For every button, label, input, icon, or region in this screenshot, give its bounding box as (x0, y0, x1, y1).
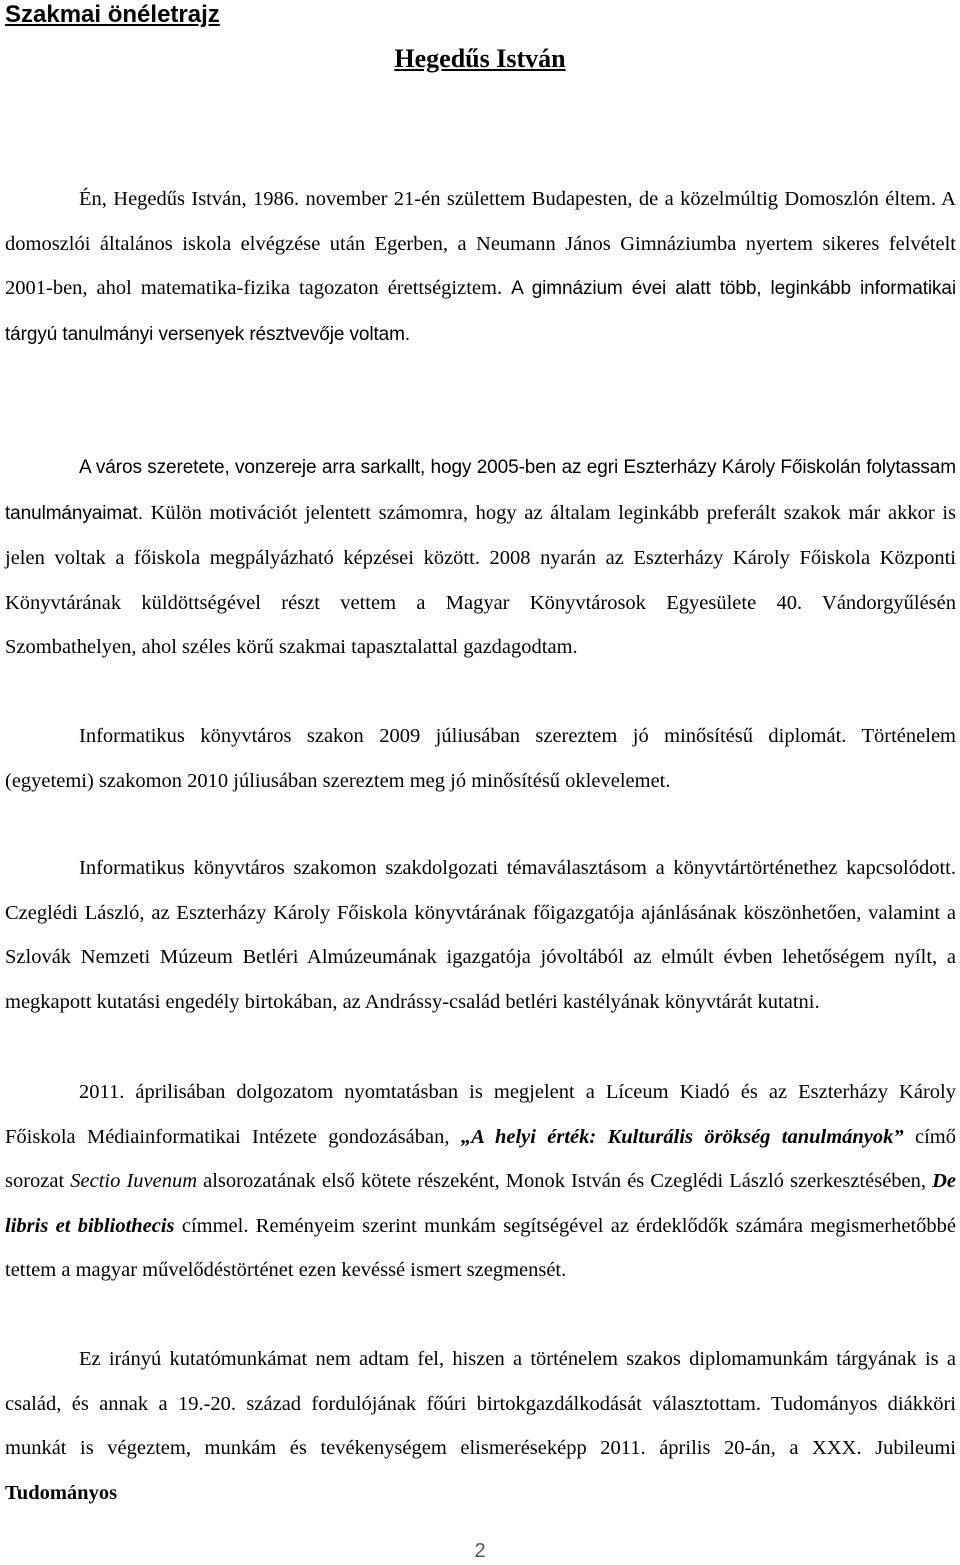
paragraph-research (5, 1337, 956, 1515)
series-title: „A helyi érték: Kulturális örökség tanulmányok” (460, 1125, 904, 1148)
paragraph-diplomas: Informatikus könyvtáros szakon 2009 júliusában szereztem jó minősítésű diplomát. Történelem (egyetemi) szakomon 2010 júliusában szereztem meg jó minősítésű oklevelemet. (5, 725, 956, 792)
paragraph-text-sans: A gimnázium évei alatt több, leginkább informatikai tárgyú tanulmányi versenyek résztvevője voltam. (5, 278, 956, 345)
author-name: Hegedűs István (394, 44, 566, 73)
page-number: 2 (474, 1540, 486, 1562)
paragraph-birth-education (5, 177, 956, 357)
paragraph-text-sans: A város szeretete, vonzereje arra sarkallt, hogy 2005-ben az egri Eszterházy Károly Főiskolán folytassam tanulmányaimat. (5, 457, 956, 524)
paragraph-text: 2011. áprilisában dolgozatom nyomtatásban is megjelent a Líceum Kiadó és az Eszterházy Károly Főiskola Médiainformatikai Intézete gondozásában, (5, 1081, 956, 1148)
paragraph-text: címő sorozat (5, 1125, 957, 1192)
bold-text: Tudományos (5, 1481, 118, 1504)
book-title: De libris et bibliothecis (5, 1170, 956, 1237)
paragraph-thesis: Informatikus könyvtáros szakomon szakdolgozati témaválasztásom a könyvtártörténethez kapcsolódott. Czeglédi László, az Eszterházy Károly Főiskola könyvtárának főigazgatója ajánlásának köszönhetően, valamint a Szlovák Nemzeti Múzeum Betléri Almúzeumának igazgatója jóvoltából az elmúlt évben lehetőségem nyílt, a megkapott kutatási engedély birtokában, az Andrássy-család betléri kastélyának könyvtárát kutatni. (5, 857, 956, 1013)
paragraph-text: Én, Hegedűs István, 1986. november 21-én születtem Budapesten, de a közelmúltig Domoszlón éltem. A domoszlói általános iskola elvégzése után Egerben, a Neumann János Gimnáziumba nyertem sikeres felvételt 2001-ben, ahol matematika-fizika tagozaton érettségiztem. (5, 188, 956, 299)
paragraph-text: Külön motivációt jelentett számomra, hogy az általam leginkább preferált szakok már akkor is jelen voltak a főiskola megpályázható képzései között. 2008 nyarán az Eszterházy Károly Főiskola Központi Könyvtárának küldöttségével részt vettem a Magyar Könyvtárosok Egyesülete 40. Vándorgyűlésén Szombathelyen, ahol széles körű szakmai tapasztalattal gazdagodtam. (5, 501, 956, 658)
paragraph-text: alsorozatának első kötete részeként, Monok István és Czeglédi László szerkesztésében, (197, 1170, 933, 1192)
paragraph-text: címmel. Reményeim szerint munkám segítségével az érdeklődők számára megismerhetőbbé tettem a magyar művelődéstörténet ezen kevéssé ismert szegmensét. (5, 1214, 956, 1281)
paragraph-text: Ez irányú kutatómunkámat nem adtam fel, hiszen a történelem szakos diplomamunkám tárgyának is a család, és annak a 19.-20. század fordulójának főúri birtokgazdálkodását választottam. Tudományos diákköri munkát is végeztem, munkám és tevékenységem elismeréseképp 2011. április 20-án, a XXX. Jubileumi (5, 1348, 956, 1459)
paragraph-publication (5, 1070, 956, 1293)
document-title: Szakmai önéletrajz (5, 1, 220, 28)
paragraph-college (5, 445, 956, 670)
subseries-title: Sectio Iuvenum (70, 1170, 198, 1192)
